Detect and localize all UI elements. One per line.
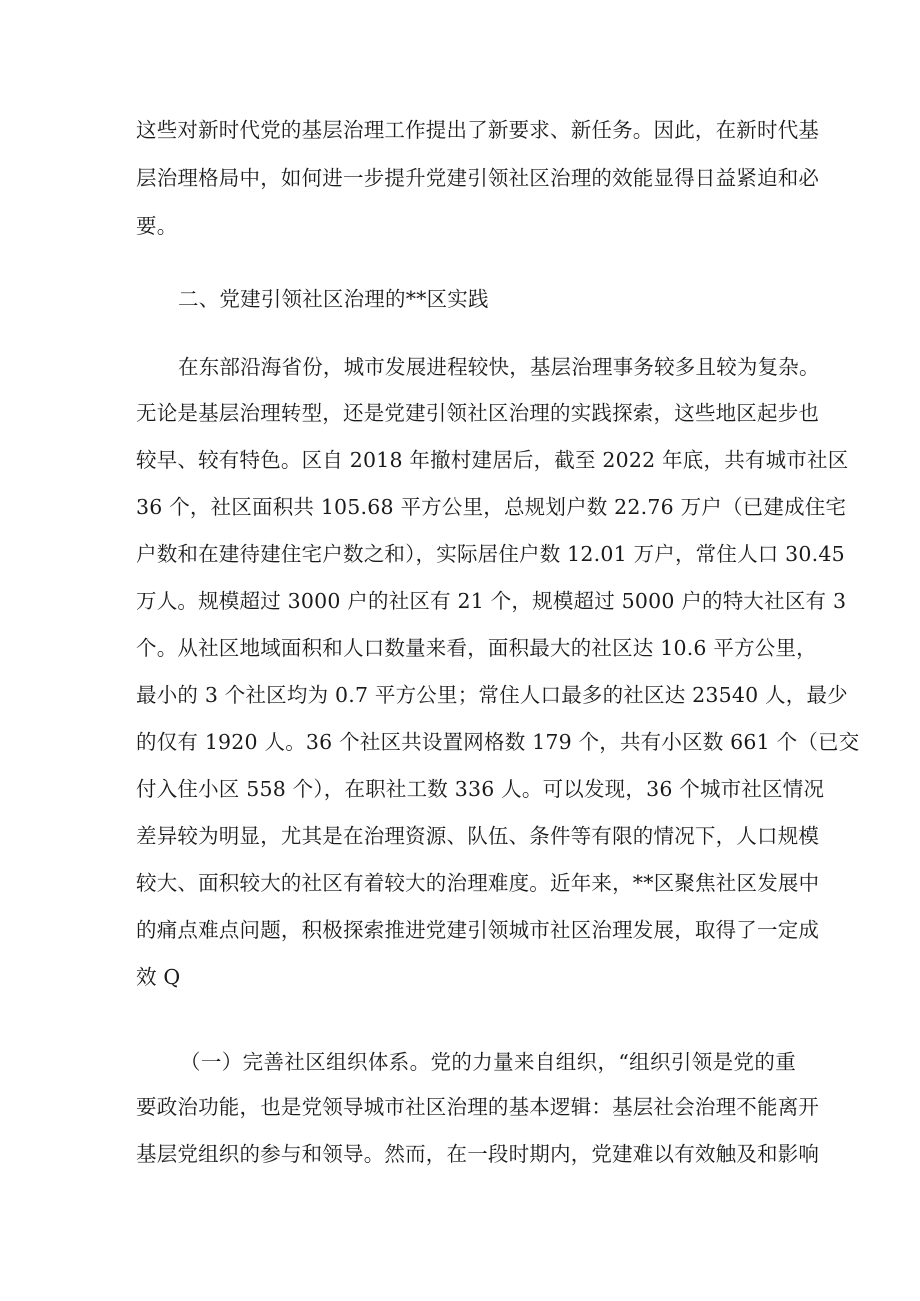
paragraph-2-line-7: 个。从社区地域面积和人口数量来看，面积最大的社区达 10.6 平方公里， <box>136 636 817 660</box>
paragraph-3-line-2: 要政治功能，也是党领导城市社区治理的基本逻辑：基层社会治理不能离开 <box>136 1095 820 1119</box>
paragraph-2-line-11: 差异较为明显，尤其是在治理资源、队伍、条件等有限的情况下，人口规模 <box>136 824 820 848</box>
paragraph-2-line-10: 付入住小区 558 个），在职社工数 336 人。可以发现，36 个城市社区情况 <box>136 777 825 801</box>
paragraph-3-line-1: （一）完善社区组织体系。党的力量来自组织，“组织引领是党的重 <box>180 1050 796 1074</box>
paragraph-2-line-2: 无论是基层治理转型，还是党建引领社区治理的实践探索，这些地区起步也 <box>136 401 820 425</box>
paragraph-2-line-12: 较大、面积较大的社区有着较大的治理难度。近年来，**区聚焦社区发展中 <box>136 871 820 895</box>
paragraph-2-line-6: 万人。规模超过 3000 户的社区有 21 个，规模超过 5000 户的特大社区有 3 <box>136 589 847 613</box>
paragraph-1-line-2: 层治理格局中，如何进一步提升党建引领社区治理的效能显得日益紧迫和必 <box>136 166 820 190</box>
paragraph-2-line-3: 较早、较有特色。区自 2018 年撤村建居后，截至 2022 年底，共有城市社区 <box>136 448 849 472</box>
paragraph-2-line-1: 在东部沿海省份，城市发展进程较快，基层治理事务较多且较为复杂。 <box>178 355 820 379</box>
paragraph-2-line-14: 效 Q <box>136 965 181 989</box>
paragraph-2-line-4: 36 个，社区面积共 105.68 平方公里，总规划户数 22.76 万户（已建成住宅 <box>136 495 847 519</box>
paragraph-3-line-3: 基层党组织的参与和领导。然而，在一段时期内，党建难以有效触及和影响 <box>136 1142 820 1166</box>
paragraph-2-line-13: 的痛点难点问题，积极探索推进党建引领城市社区治理发展，取得了一定成 <box>136 918 820 942</box>
section-heading: 二、党建引领社区治理的**区实践 <box>178 287 489 311</box>
paragraph-2-line-8: 最小的 3 个社区均为 0.7 平方公里；常住人口最多的社区达 23540 人，最少 <box>136 683 848 707</box>
paragraph-2-line-9: 的仅有 1920 人。36 个社区共设置网格数 179 个，共有小区数 661 个（已交 <box>136 730 860 754</box>
paragraph-1-line-3: 要。 <box>136 214 178 238</box>
paragraph-1-line-1: 这些对新时代党的基层治理工作提出了新要求、新任务。因此，在新时代基 <box>136 118 820 142</box>
paragraph-2-line-5: 户数和在建待建住宅户数之和），实际居住户数 12.01 万户，常住人口 30.45 <box>136 542 845 566</box>
